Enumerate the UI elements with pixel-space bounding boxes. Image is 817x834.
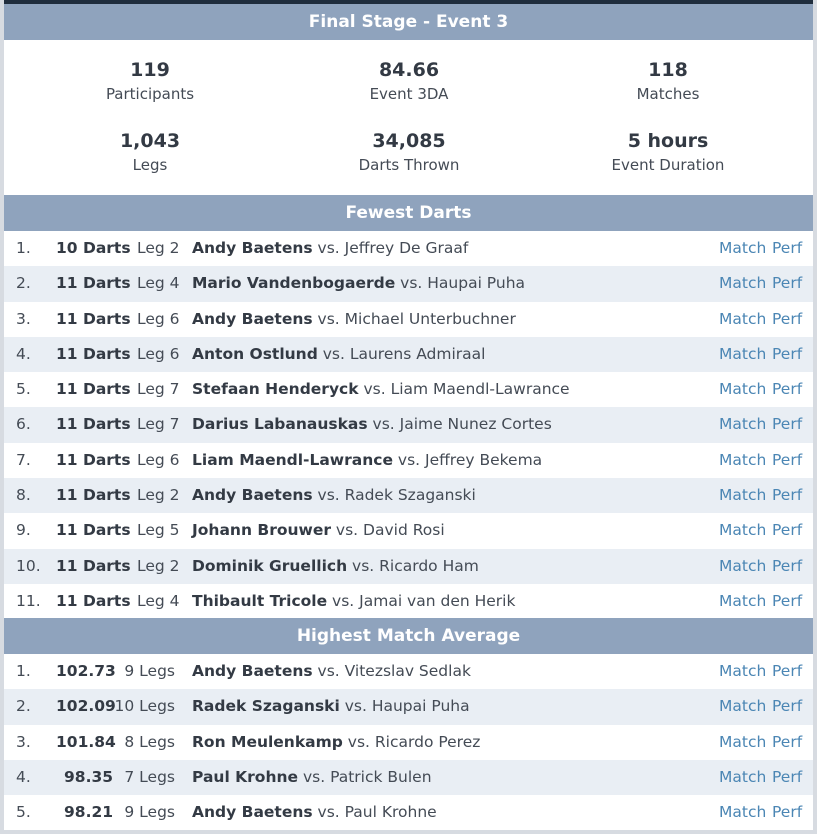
matchup: [192, 407, 552, 442]
match-average: 101.84: [56, 732, 116, 751]
opponent: vs. Ricardo Perez: [342, 732, 481, 751]
perf-link[interactable]: Perf: [772, 591, 803, 610]
stat-value: 1,043: [119, 130, 181, 152]
player-name: Andy Baetens: [192, 309, 313, 328]
stat-label: Darts Thrown: [358, 156, 460, 174]
rank: 1.: [16, 662, 31, 680]
match-average: 98.35: [64, 767, 114, 786]
matchup: [192, 337, 485, 372]
perf-link[interactable]: Perf: [772, 732, 803, 751]
opponent: vs. Haupai Puha: [339, 697, 470, 716]
legs-count: 10 Legs: [114, 697, 175, 716]
stat-event-duration: [538, 129, 798, 177]
matchup: [192, 372, 570, 407]
match-link[interactable]: Match: [719, 803, 767, 822]
match-link[interactable]: Match: [719, 591, 767, 610]
perf-link[interactable]: Perf: [772, 697, 803, 716]
matchup: [192, 795, 437, 830]
stat-label: Matches: [636, 85, 700, 103]
match-link[interactable]: Match: [719, 662, 767, 680]
rank: 10.: [16, 556, 41, 575]
fewest-darts-row: [4, 372, 813, 407]
opponent: vs. Jeffrey Bekema: [392, 450, 543, 469]
rank: 1.: [16, 239, 31, 257]
player-name: Liam Maendl-Lawrance: [192, 450, 393, 469]
matchup: [192, 654, 471, 689]
stat-label: Legs: [132, 156, 168, 174]
legs-count: 8 Legs: [124, 732, 175, 751]
player-name: Thibault Tricole: [192, 591, 328, 610]
stat-value: 118: [648, 59, 688, 81]
darts-count: 11 Darts: [56, 450, 131, 469]
matchup: [192, 513, 445, 548]
event-stats-panel: [4, 40, 813, 195]
darts-count: 11 Darts: [56, 591, 131, 610]
leg-number: Leg 6: [137, 309, 180, 328]
fewest-darts-row: [4, 513, 813, 548]
darts-count: 11 Darts: [56, 486, 131, 505]
legs-count: 7 Legs: [124, 767, 175, 786]
opponent: vs. Ricardo Ham: [347, 556, 479, 575]
darts-count: 11 Darts: [56, 309, 131, 328]
perf-link[interactable]: Perf: [772, 450, 803, 469]
rank: 5.: [16, 803, 31, 822]
right-border: [813, 0, 817, 834]
fewest-darts-header: [4, 195, 813, 231]
opponent: vs. Liam Maendl-Lawrance: [358, 380, 570, 399]
matchup: [192, 266, 525, 301]
highest-average-header: [4, 618, 813, 654]
highest-average-title: Highest Match Average: [296, 626, 521, 646]
stat-value: 119: [130, 59, 170, 81]
match-link[interactable]: Match: [719, 486, 767, 505]
player-name: Andy Baetens: [192, 239, 313, 257]
perf-link[interactable]: Perf: [772, 309, 803, 328]
player-name: Mario Vandenbogaerde: [192, 274, 396, 293]
match-link[interactable]: Match: [719, 415, 767, 434]
perf-link[interactable]: Perf: [772, 662, 803, 680]
darts-count: 11 Darts: [56, 380, 131, 399]
perf-link[interactable]: Perf: [772, 556, 803, 575]
player-name: Paul Krohne: [192, 767, 299, 786]
leg-number: Leg 6: [137, 344, 180, 363]
player-name: Andy Baetens: [192, 486, 313, 505]
fewest-darts-row: [4, 302, 813, 337]
matchup: [192, 689, 470, 724]
matchup: [192, 443, 542, 478]
rank: 2.: [16, 697, 31, 716]
matchup: [192, 584, 515, 619]
stat-value: 84.66: [378, 59, 440, 81]
match-average: 98.21: [64, 803, 114, 822]
rank: 9.: [16, 521, 31, 540]
opponent: vs. Vitezslav Sedlak: [312, 662, 471, 680]
opponent: vs. David Rosi: [331, 521, 445, 540]
match-link[interactable]: Match: [719, 767, 767, 786]
rank: 4.: [16, 344, 31, 363]
opponent: vs. Jaime Nunez Cortes: [367, 415, 552, 434]
match-link[interactable]: Match: [719, 344, 767, 363]
stat-label: Event Duration: [611, 156, 725, 174]
fewest-darts-row: [4, 549, 813, 584]
fewest-darts-row: [4, 231, 813, 266]
highest-average-row: [4, 760, 813, 795]
matchup: [192, 725, 480, 760]
darts-count: 11 Darts: [56, 274, 131, 293]
perf-link[interactable]: Perf: [772, 803, 803, 822]
opponent: vs. Patrick Bulen: [298, 767, 432, 786]
player-name: Ron Meulenkamp: [192, 732, 343, 751]
legs-count: 9 Legs: [124, 803, 175, 822]
match-link[interactable]: Match: [719, 450, 767, 469]
legs-count: 9 Legs: [124, 662, 175, 680]
leg-number: Leg 5: [137, 521, 180, 540]
match-average: 102.73: [56, 662, 116, 680]
match-link[interactable]: Match: [719, 521, 767, 540]
darts-count: 11 Darts: [56, 415, 131, 434]
perf-link[interactable]: Perf: [772, 380, 803, 399]
leg-number: Leg 4: [137, 591, 180, 610]
match-link[interactable]: Match: [719, 697, 767, 716]
player-name: Dominik Gruellich: [192, 556, 348, 575]
perf-link[interactable]: Perf: [772, 767, 803, 786]
highest-average-row: [4, 725, 813, 760]
leg-number: Leg 2: [137, 239, 180, 257]
matchup: [192, 549, 479, 584]
player-name: Andy Baetens: [192, 803, 313, 822]
darts-count: 11 Darts: [56, 344, 131, 363]
player-name: Stefaan Henderyck: [192, 380, 359, 399]
match-average: 102.09: [56, 697, 116, 716]
perf-link[interactable]: Perf: [772, 415, 803, 434]
rank: 7.: [16, 450, 31, 469]
match-link[interactable]: Match: [719, 556, 767, 575]
rank: 8.: [16, 486, 31, 505]
perf-link[interactable]: Perf: [772, 521, 803, 540]
stat-label: Participants: [105, 85, 195, 103]
darts-count: 11 Darts: [56, 521, 131, 540]
highest-average-row: [4, 689, 813, 724]
stat-label: Event 3DA: [369, 85, 449, 103]
highest-average-row: [4, 795, 813, 830]
opponent: vs. Jeffrey De Graaf: [312, 239, 469, 257]
rank: 5.: [16, 380, 31, 399]
match-link[interactable]: Match: [719, 239, 767, 257]
stat-value: 5 hours: [627, 130, 709, 152]
leg-number: Leg 2: [137, 486, 180, 505]
stat-participants: [20, 58, 280, 106]
matchup: [192, 478, 476, 513]
match-link[interactable]: Match: [719, 732, 767, 751]
fewest-darts-row: [4, 337, 813, 372]
opponent: vs. Laurens Admiraal: [317, 344, 486, 363]
opponent: vs. Radek Szaganski: [312, 486, 476, 505]
opponent: vs. Michael Unterbuchner: [312, 309, 516, 328]
player-name: Johann Brouwer: [192, 521, 331, 540]
fewest-darts-row: [4, 584, 813, 619]
highest-average-row: [4, 654, 813, 689]
rank: 3.: [16, 732, 31, 751]
matchup: [192, 760, 432, 795]
perf-link[interactable]: Perf: [772, 344, 803, 363]
perf-link[interactable]: Perf: [772, 239, 803, 257]
fewest-darts-row: [4, 407, 813, 442]
stat-value: 34,085: [372, 130, 446, 152]
fewest-darts-row: [4, 443, 813, 478]
fewest-darts-title: Fewest Darts: [345, 203, 472, 223]
rank: 3.: [16, 309, 31, 328]
player-name: Radek Szaganski: [192, 697, 340, 716]
stat-matches: [538, 58, 798, 106]
rank: 11.: [16, 591, 41, 610]
match-link[interactable]: Match: [719, 380, 767, 399]
opponent: vs. Paul Krohne: [312, 803, 437, 822]
leg-number: Leg 7: [137, 380, 180, 399]
stat-event-3da: [279, 58, 539, 106]
rank: 2.: [16, 274, 31, 293]
perf-link[interactable]: Perf: [772, 274, 803, 293]
darts-count: 11 Darts: [56, 556, 131, 575]
match-link[interactable]: Match: [719, 274, 767, 293]
opponent: vs. Haupai Puha: [395, 274, 526, 293]
leg-number: Leg 7: [137, 415, 180, 434]
leg-number: Leg 6: [137, 450, 180, 469]
event-title: Final Stage - Event 3: [308, 12, 509, 32]
match-link[interactable]: Match: [719, 309, 767, 328]
stat-legs: [20, 129, 280, 177]
highest-average-list: [4, 654, 813, 830]
leg-number: Leg 2: [137, 556, 180, 575]
stat-darts-thrown: [279, 129, 539, 177]
bottom-border: [4, 830, 813, 834]
leg-number: Leg 4: [137, 274, 180, 293]
perf-link[interactable]: Perf: [772, 486, 803, 505]
fewest-darts-row: [4, 266, 813, 301]
player-name: Darius Labanauskas: [192, 415, 368, 434]
player-name: Andy Baetens: [192, 662, 313, 680]
rank: 6.: [16, 415, 31, 434]
fewest-darts-row: [4, 478, 813, 513]
opponent: vs. Jamai van den Herik: [327, 591, 516, 610]
event-title-header: [4, 4, 813, 40]
matchup: [192, 302, 516, 337]
rank: 4.: [16, 767, 31, 786]
player-name: Anton Ostlund: [192, 344, 318, 363]
fewest-darts-list: [4, 231, 813, 619]
darts-count: 10 Darts: [56, 239, 131, 257]
matchup: [192, 231, 468, 266]
